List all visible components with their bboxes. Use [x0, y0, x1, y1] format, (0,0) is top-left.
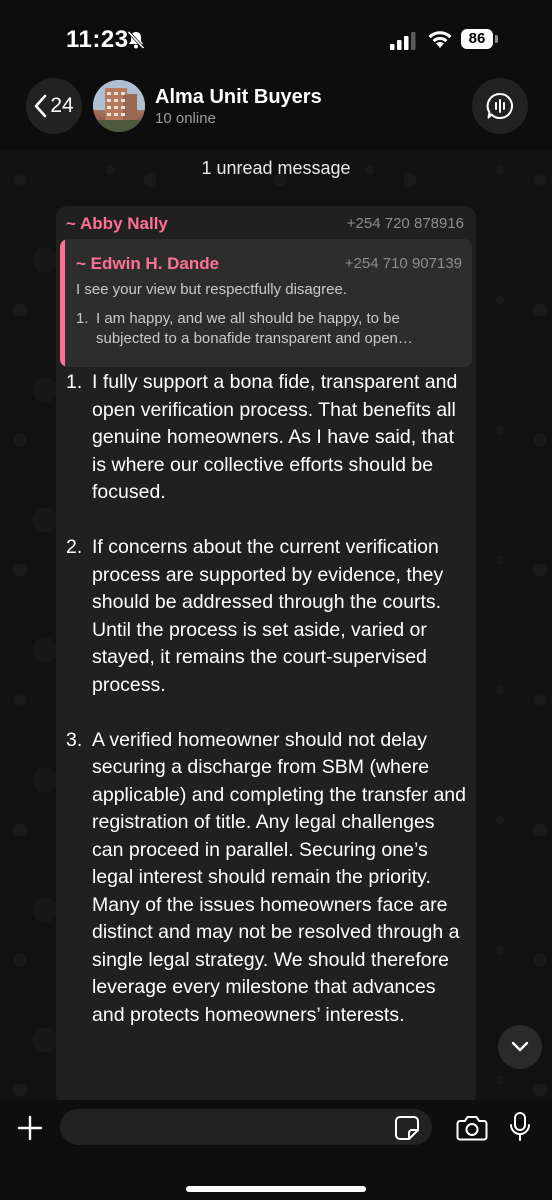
camera-icon[interactable]	[456, 1114, 488, 1142]
back-button[interactable]	[26, 78, 82, 134]
list-item-number: 2.	[66, 536, 83, 558]
sender-phone: +254 720 878916	[346, 215, 464, 232]
scroll-down-button[interactable]	[498, 1025, 542, 1069]
quoted-list-number: 1.	[76, 310, 89, 327]
plus-icon[interactable]	[14, 1112, 46, 1144]
cellular-signal-icon	[390, 32, 416, 50]
list-item-number: 1.	[66, 371, 83, 393]
unread-chats-count: 24	[50, 94, 74, 117]
voice-chat-button[interactable]	[472, 78, 528, 134]
status-time: 11:23	[66, 26, 129, 53]
sticker-icon[interactable]	[394, 1115, 420, 1141]
microphone-icon[interactable]	[508, 1111, 532, 1143]
list-item	[66, 727, 468, 1030]
voice-chat-icon	[486, 92, 514, 120]
list-item-text: If concerns about the current verification process are supported by evidence, they should be addressed through the courts. Until the process is set aside, varied or stayed, it remains the court-supervised process.	[92, 536, 444, 696]
chevron-left-icon	[34, 94, 48, 118]
composer-bar	[0, 1100, 552, 1200]
list-item-text: A verified homeowner should not delay securing a discharge from SBM (where applicable) and completing the transfer and registration of title. Any legal challenges can proceed in parallel. Securing one’s legal interest should remain the priority. Many of the issues homeowners face are distinct and may not be resolved through a single legal strategy. We should therefore leverage every milestone that advances and protects homeowners’ interests.	[92, 728, 466, 1026]
chevron-down-icon	[511, 1041, 529, 1053]
message-input[interactable]	[60, 1109, 432, 1145]
list-item-text: I fully support a bona fide, transparent and open verification process. That benefits all genuine homeowners. As I have said, that is where our collective efforts should be focused.	[92, 371, 458, 503]
status-bar	[0, 0, 552, 70]
quoted-sender-name: ~ Edwin H. Dande	[76, 254, 220, 273]
group-title[interactable]: Alma Unit Buyers	[155, 86, 322, 108]
online-count: 10 online	[155, 110, 216, 127]
battery-tip	[495, 35, 498, 43]
building-photo	[93, 80, 145, 132]
list-item	[66, 369, 468, 507]
message-bubble[interactable]	[56, 206, 476, 1106]
bell-slash-icon	[126, 30, 146, 50]
battery-indicator: 86	[461, 29, 493, 49]
quoted-list-text: I am happy, and we all should be happy, to be subjected to a bonafide transparent and open…	[96, 310, 413, 347]
chat-header	[0, 70, 552, 150]
list-item	[66, 534, 468, 699]
quoted-sender-phone: +254 710 907139	[344, 255, 462, 272]
unread-banner: 1 unread message	[201, 158, 351, 178]
home-indicator[interactable]	[186, 1186, 366, 1192]
wifi-icon	[427, 29, 453, 49]
message-body	[66, 369, 468, 1057]
list-item-number: 3.	[66, 728, 83, 751]
quote-accent-bar	[60, 239, 65, 367]
quoted-reply[interactable]	[60, 239, 472, 367]
sender-name[interactable]: ~ Abby Nally	[66, 214, 168, 233]
group-avatar[interactable]	[93, 80, 145, 132]
quoted-list-item	[76, 309, 466, 349]
quoted-text-line: I see your view but respectfully disagree.	[76, 281, 347, 298]
